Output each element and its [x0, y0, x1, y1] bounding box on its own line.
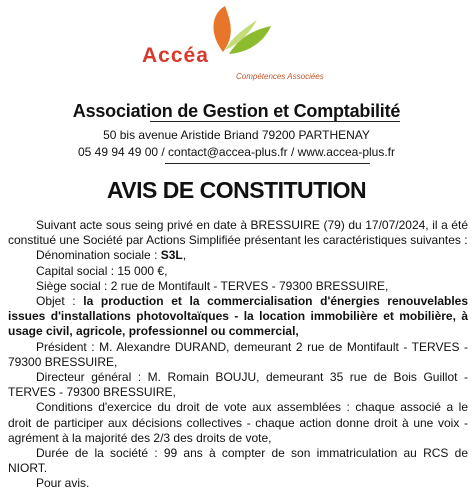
denomination-line: Dénomination sociale : S3L, [36, 248, 187, 263]
organization-name: Association de Gestion et Comptabilité [72, 101, 401, 121]
capital-line: Capital social : 15 000 €, [36, 263, 168, 278]
duree-paragraph: Durée de la société : 99 ans à compter de son immatriculation au RCS de NIORT. [8, 446, 468, 476]
directeur-paragraph: Directeur général : M. Romain BOUJU, demeurant 35 rue de Bois Guillot - TERVES - 79300 BRESSUIRE, [8, 370, 468, 400]
president-paragraph: Président : M. Alexandre DURAND, demeurant 2 rue de Montifault - TERVES - 79300 BRESSUIRE, [8, 339, 468, 369]
organization-address: 50 bis avenue Aristide Briand 79200 PARTHENAY [103, 128, 370, 142]
notice-title: AVIS DE CONSTITUTION [106, 177, 367, 203]
organization-contact: 05 49 94 49 00 / contact@accea-plus.fr / www.accea-plus.fr [77, 145, 395, 159]
logo-tagline: Compétences Associées [236, 72, 324, 81]
objet-paragraph: Objet : la production et la commercialisation d'énergies renouvelables issues d'installations photovoltaïques - la location immobilière et mobilière, à usage civil, agricole, professionnel ou commercial, [8, 294, 469, 339]
contact-divider [165, 163, 370, 164]
notice-body [8, 218, 468, 492]
conditions-paragraph: Conditions d'exercice du droit de vote aux assemblées : chaque associé a le droit de participer aux décisions collectives - chaque action donne droit à une voix - agrément à la majorité des 2/3 des droits de vote, [8, 400, 468, 445]
header-divider [150, 121, 400, 122]
siege-line: Siège social : 2 rue de Montifault - TERVES - 79300 BRESSUIRE, [36, 278, 389, 293]
logo-wordmark: Accéa+ [142, 44, 221, 67]
accea-logo [140, 4, 324, 86]
intro-paragraph: Suivant acte sous seing privé en date à BRESSUIRE (79) du 17/07/2024, il a été constitué une Société par Actions Simplifiée présentant les caractéristiques suivantes : [8, 218, 468, 248]
closing-line: Pour avis. [36, 476, 90, 491]
